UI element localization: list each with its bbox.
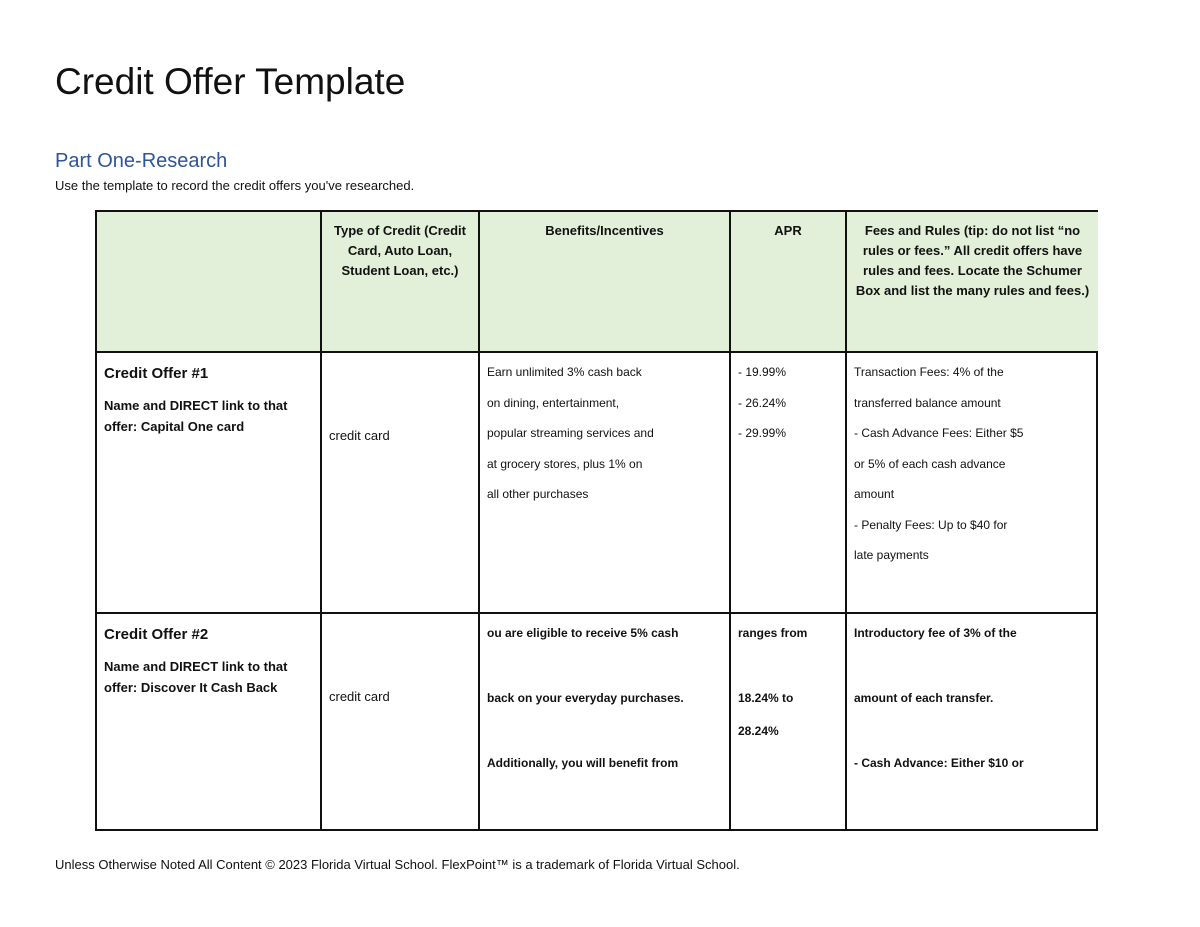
cell-line: ranges from <box>738 626 808 640</box>
cell-line: late payments <box>854 548 929 562</box>
cell-line: back on your everyday purchases. <box>487 691 684 705</box>
header-fees: Fees and Rules (tip: do not list “no rules or fees.” All credit offers have rules and fees. Locate the Schumer Box and list the many rules and fees.) <box>847 212 1098 353</box>
cell-line: Transaction Fees: 4% of the <box>854 365 1004 379</box>
credit-type: credit card <box>322 353 480 614</box>
apr-cell <box>731 614 847 831</box>
cell-line: Introductory fee of 3% of the <box>854 626 1017 640</box>
cell-line: - Penalty Fees: Up to $40 for <box>854 517 1008 532</box>
cell-line: amount of each transfer. <box>854 691 994 705</box>
footer-copyright: Unless Otherwise Noted All Content © 2023 Florida Virtual School. FlexPoint™ is a trademark of Florida Virtual School. <box>55 857 740 872</box>
cell-line: - 29.99% <box>738 426 787 440</box>
cell-line <box>854 650 1091 683</box>
cell-line: 18.24% to <box>738 691 794 705</box>
cell-line: or 5% of each cash advance <box>854 456 1006 471</box>
cell-line: Earn unlimited 3% cash back <box>487 365 642 379</box>
header-type: Type of Credit (Credit Card, Auto Loan, Student Loan, etc.) <box>322 212 480 353</box>
cell-line: amount <box>854 487 895 501</box>
cell-line <box>854 715 1091 748</box>
intro-text: Use the template to record the credit offers you've researched. <box>55 178 415 193</box>
offer-title: Credit Offer #1 <box>104 365 209 382</box>
cell-line: - Cash Advance Fees: Either $5 <box>854 426 1024 440</box>
cell-line: transferred balance amount <box>854 395 1001 410</box>
cell-line <box>738 650 838 683</box>
cell-line: all other purchases <box>487 487 589 501</box>
header-blank <box>97 212 322 353</box>
cell-line: - 26.24% <box>738 395 787 410</box>
offer-title: Credit Offer #2 <box>104 626 209 643</box>
section-heading: Part One-Research <box>55 150 228 172</box>
offer-cell <box>97 353 322 614</box>
fees-cell <box>847 353 1098 614</box>
cell-line: Additionally, you will benefit from <box>487 756 679 770</box>
offer-name: Name and DIRECT link to that offer: Capital One card <box>104 398 288 434</box>
benefits-cell <box>480 353 731 614</box>
page-title: Credit Offer Template <box>55 61 406 102</box>
header-benefits: Benefits/Incentives <box>480 212 731 353</box>
credit-type: credit card <box>322 614 480 831</box>
cell-line: at grocery stores, plus 1% on <box>487 456 643 471</box>
cell-line: ou are eligible to receive 5% cash <box>487 626 679 640</box>
apr-cell <box>731 353 847 614</box>
credit-offer-table <box>95 210 1098 831</box>
benefits-cell <box>480 614 731 831</box>
cell-line: - Cash Advance: Either $10 or <box>854 756 1024 770</box>
header-apr: APR <box>731 212 847 353</box>
cell-line: 28.24% <box>738 723 779 738</box>
cell-line: - 19.99% <box>738 365 787 379</box>
cell-line <box>487 715 722 748</box>
offer-name: Name and DIRECT link to that offer: Discover It Cash Back <box>104 659 288 695</box>
cell-line: on dining, entertainment, <box>487 395 620 410</box>
cell-line <box>487 650 722 683</box>
fees-cell <box>847 614 1098 831</box>
cell-line: popular streaming services and <box>487 426 654 440</box>
offer-cell <box>97 614 322 831</box>
